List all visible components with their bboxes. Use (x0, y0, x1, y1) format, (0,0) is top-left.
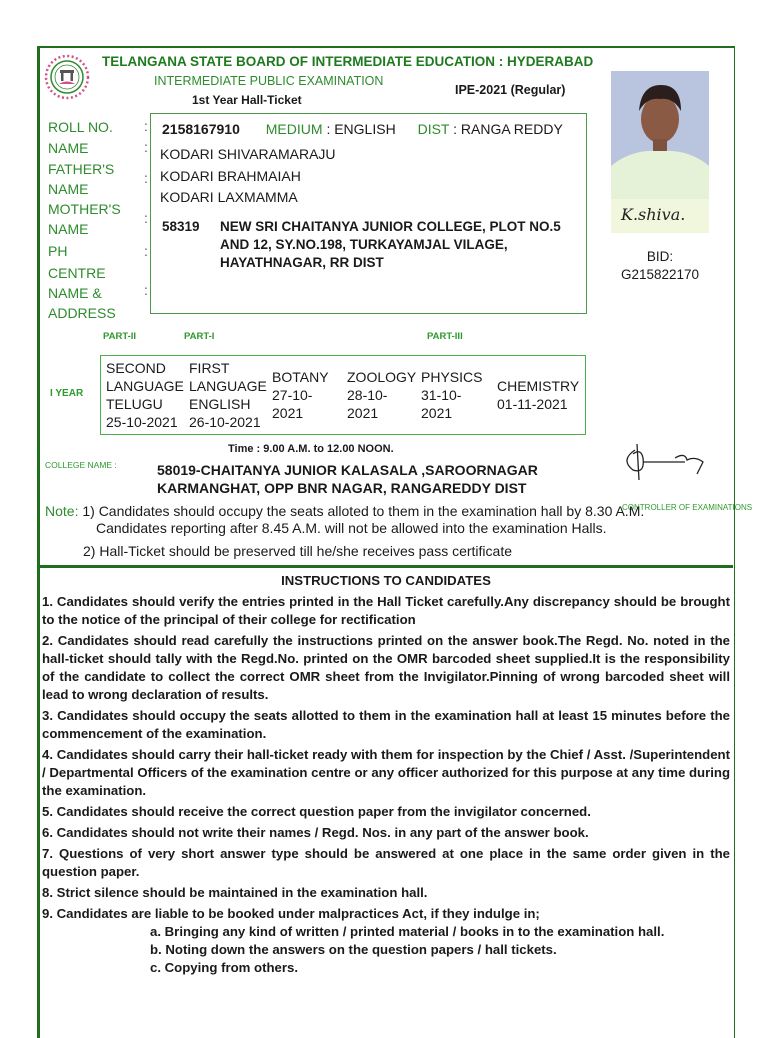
college-name-label: COLLEGE NAME : (45, 460, 117, 470)
centre-line-1: NEW SRI CHAITANYA JUNIOR COLLEGE, PLOT NO.5 (220, 219, 561, 234)
label-father-1: FATHER'S (48, 161, 115, 177)
bid-value: G215822170 (620, 267, 700, 282)
instruction-item: 7. Questions of very short answer type should be answered at one place in the same order given in the question paper. (42, 846, 730, 879)
colon: : (144, 170, 148, 186)
colon: : (144, 118, 148, 134)
board-emblem-icon (44, 54, 90, 100)
instructions-section (42, 572, 730, 977)
instruction-sub-item: c. Copying from others. (150, 960, 299, 975)
label-roll-no: ROLL NO. (48, 119, 113, 135)
instruction-item: 8. Strict silence should be maintained in the examination hall. (42, 885, 428, 900)
mother-name: KODARI LAXMAMMA (160, 189, 298, 205)
dist-value: : RANGA REDDY (453, 121, 563, 137)
part-iii-label: PART-III (427, 331, 463, 342)
part-i-label: PART-I (184, 331, 215, 342)
colon: : (144, 139, 148, 155)
exam-time: Time : 9.00 A.M. to 12.00 NOON. (228, 443, 394, 455)
candidate-signature: K.shiva. (611, 199, 709, 233)
centre-line-2: AND 12, SY.NO.198, TURKAYAMJAL VILAGE, (220, 237, 508, 252)
part-ii-label: PART-II (103, 331, 137, 342)
bid-label: BID: (646, 249, 674, 264)
instruction-item: 4. Candidates should carry their hall-ticket ready with them for inspection by the Chief / Asst. /Superintendent / Departmental Officers of the examination centre or any officer authorized for this purpose at any time during the examination. (42, 747, 730, 798)
colon: : (144, 210, 148, 226)
subject-zoology: ZOOLOGY 28-10- 2021 (347, 369, 417, 421)
exam-session: IPE-2021 (Regular) (455, 83, 566, 97)
controller-signature (615, 440, 715, 482)
instruction-item: 1. Candidates should verify the entries printed in the Hall Ticket carefully.Any discrepancy should be brought to the notice of the principal of their college for rectification (42, 594, 730, 627)
roll-medium-dist-row (162, 121, 563, 137)
colon: : (144, 243, 148, 259)
centre-address (162, 218, 561, 272)
candidate-info-box (150, 113, 587, 314)
medium-label: MEDIUM (265, 121, 323, 137)
college-name (157, 461, 538, 497)
colon: : (144, 282, 148, 298)
bid-block (600, 248, 720, 284)
candidate-photo (611, 71, 709, 199)
college-line-2: KARMANGHAT, OPP BNR NAGAR, RANGAREDDY DIST (157, 480, 527, 496)
centre-line-3: HAYATHNAGAR, RR DIST (220, 255, 384, 270)
label-centre-2: NAME & (48, 285, 102, 301)
exam-subtitle: INTERMEDIATE PUBLIC EXAMINATION (154, 74, 384, 88)
father-name: KODARI BRAHMAIAH (160, 168, 301, 184)
instruction-item: 9. Candidates are liable to be booked under malpractices Act, if they indulge in; (42, 906, 540, 921)
note-1-continued: Candidates reporting after 8.45 A.M. will not be allowed into the examination Halls. (96, 520, 607, 536)
ticket-type: 1st Year Hall-Ticket (192, 93, 302, 107)
instructions-heading: INSTRUCTIONS TO CANDIDATES (281, 573, 491, 588)
controller-label: CONTROLLER OF EXAMINATIONS (622, 503, 753, 512)
roll-number: 2158167910 (162, 121, 240, 137)
instruction-item: 5. Candidates should receive the correct question paper from the invigilator concerned. (42, 804, 591, 819)
instruction-item: 2. Candidates should read carefully the instructions printed on the answer book.The Regd. No. noted in the hall-ticket should tally with the Regd.No. printed on the OMR barcoded sheet supplied.It is the responsibility of the candidate to collect the correct OMR sheet from the Invigilator.Pinning of wrong barcoded sheet will lead to wrong declaration of results. (42, 633, 730, 702)
note-label: Note: (45, 503, 79, 519)
label-name: NAME (48, 140, 89, 156)
instruction-item: 3. Candidates should occupy the seats allotted to them in the examination hall at least 15 minutes before the commencement of the examination. (42, 708, 730, 741)
label-ph: PH (48, 243, 68, 259)
label-mother-1: MOTHER'S (48, 201, 121, 217)
medium-value: : ENGLISH (326, 121, 396, 137)
note-2: 2) Hall-Ticket should be preserved till he/she receives pass certificate (83, 543, 513, 559)
subject-first-language: FIRST LANGUAGE ENGLISH 26-10-2021 (189, 360, 267, 430)
label-father-2: NAME (48, 181, 89, 197)
candidate-name: KODARI SHIVARAMARAJU (160, 146, 336, 162)
field-labels (48, 117, 121, 323)
label-centre-1: CENTRE (48, 265, 106, 281)
instruction-sub-item: a. Bringing any kind of written / printed material / books in to the examination hall. (150, 924, 665, 939)
year-label: I YEAR (50, 388, 84, 399)
subject-chemistry: CHEMISTRY 01-11-2021 (497, 378, 580, 412)
dist-label: DIST (417, 121, 450, 137)
subject-second-language: SECOND LANGUAGE TELUGU 25-10-2021 (106, 360, 184, 430)
college-line-1: 58019-CHAITANYA JUNIOR KALASALA ,SAROORNAGAR (157, 462, 538, 478)
instruction-item: 6. Candidates should not write their names / Regd. Nos. in any part of the answer book. (42, 825, 589, 840)
note-1: Note: 1) Candidates should occupy the seats alloted to them in the examination hall by 8.30 A.M. (45, 503, 645, 519)
centre-code: 58319 (162, 219, 200, 234)
label-mother-2: NAME (48, 221, 89, 237)
subject-physics: PHYSICS 31-10- 2021 (421, 369, 483, 421)
label-centre-3: ADDRESS (48, 305, 116, 321)
subject-botany: BOTANY 27-10- 2021 (272, 369, 329, 421)
section-divider (37, 565, 733, 568)
board-title: TELANGANA STATE BOARD OF INTERMEDIATE EDUCATION : HYDERABAD (102, 54, 594, 69)
instruction-sub-item: b. Noting down the answers on the question papers / hall tickets. (150, 942, 557, 957)
